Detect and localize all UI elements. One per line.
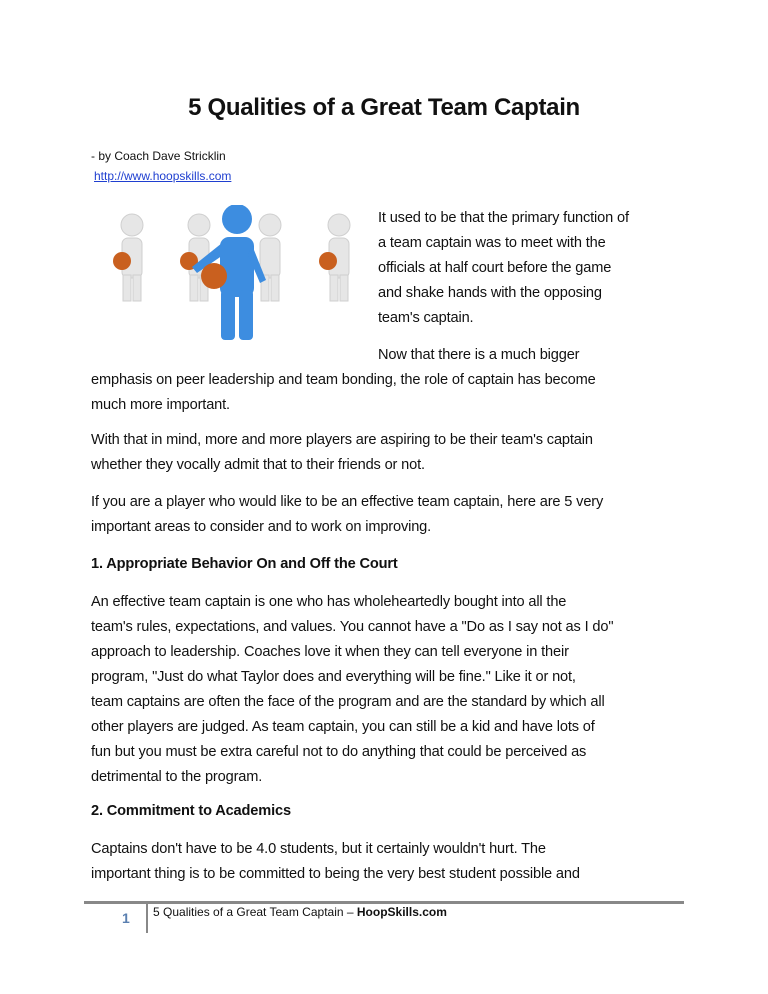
- section-heading: 1. Appropriate Behavior On and Off the Court: [91, 556, 398, 572]
- intro-paragraph: It used to be that the primary function of a team captain was to meet with the officials at half court before the game and shake hands with the opposing team's captain.: [378, 210, 629, 326]
- footer-divider: [84, 901, 684, 904]
- document-title: 5 Qualities of a Great Team Captain: [188, 94, 580, 121]
- white-figure-icon: [259, 214, 281, 301]
- paragraph: Now that there is a much bigger emphasis on peer leadership and team bonding, the role of captain has become much more important.: [91, 347, 596, 413]
- team-captain-figures-image: [100, 205, 370, 345]
- byline: - by Coach Dave Stricklin: [91, 149, 226, 163]
- footer-text: 5 Qualities of a Great Team Captain – HoopSkills.com: [153, 905, 447, 919]
- footer-divider-vertical: [146, 904, 148, 933]
- paragraph: Captains don't have to be 4.0 students, but it certainly wouldn't hurt. The important thing is to be committed to being the very best student possible and: [91, 841, 580, 882]
- page-number: 1: [122, 910, 130, 926]
- paragraph: If you are a player who would like to be an effective team captain, here are 5 very important areas to consider and to work on improving.: [91, 494, 604, 535]
- paragraph: With that in mind, more and more players are aspiring to be their team's captain whether they vocally admit that to their friends or not.: [91, 432, 593, 473]
- website-link[interactable]: http://www.hoopskills.com: [94, 169, 232, 183]
- section-heading: 2. Commitment to Academics: [91, 803, 291, 819]
- paragraph: An effective team captain is one who has wholeheartedly bought into all the team's rules, expectations, and values. You cannot have a "Do as I say not as I do" approach to leadership. Coaches love it when they can tell everyone in their program, "Just do what Taylor does and everything will be fine." Like it or not, team captains are often the face of the program and are the standard by which all other players are judged. As team captain, you can still be a kid and have lots of fun but you must be extra careful not to do anything that could be perceived as detrimental to the program.: [91, 594, 614, 785]
